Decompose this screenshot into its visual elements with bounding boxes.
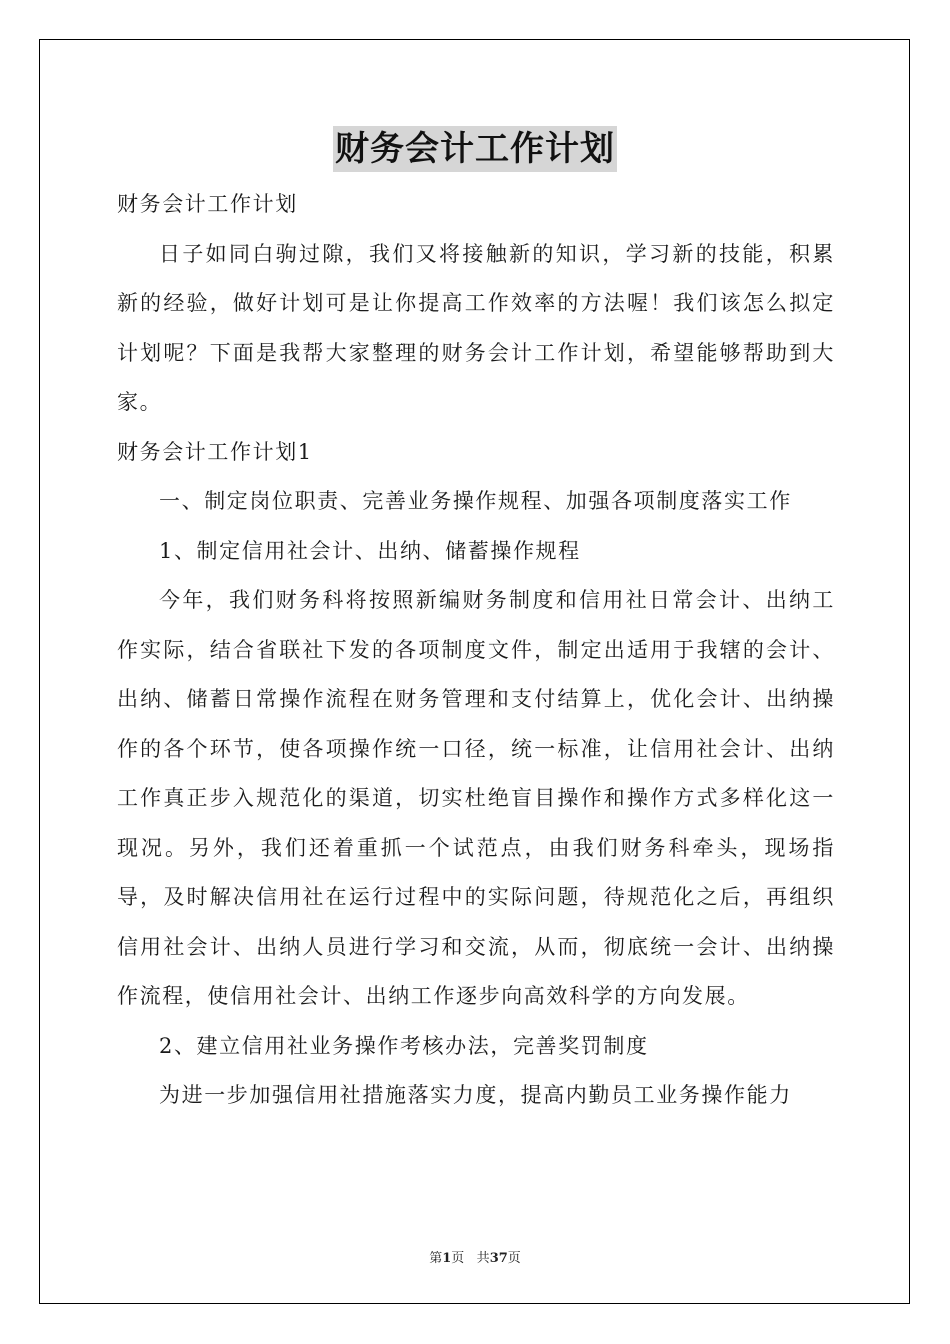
paragraph: 1、制定信用社会计、出纳、储蓄操作规程 [159, 538, 581, 563]
paragraph: 财务会计工作计划 [117, 192, 298, 216]
page-prefix: 第 [429, 1251, 443, 1266]
total-prefix: 共 [476, 1251, 490, 1266]
total-pages: 37 [489, 1251, 508, 1266]
paragraph: 为进一步加强信用社措施落实力度，提高内勤员工业务操作能力 [159, 1083, 792, 1107]
document-title: 财务会计工作计划 [333, 126, 617, 172]
paragraph: 日子如同白驹过隙，我们又将接触新的知识，学习新的技能，积累新的经验，做好计划可是让你提高工作效率的方法喔！我们该怎么拟定计划呢？下面是我帮大家整理的财务会计工作计划，希望能够帮助到大家。 [117, 241, 835, 414]
page-footer [0, 1247, 950, 1266]
section-heading: 财务会计工作计划1 [117, 439, 313, 464]
title-container [0, 126, 950, 172]
paragraph: 今年，我们财务科将按照新编财务制度和信用社日常会计、出纳工作实际，结合省联社下发的各项制度文件，制定出适用于我辖的会计、出纳、储蓄日常操作流程在财务管理和支付结算上，优化会计、出纳操作的各个环节，使各项操作统一口径，统一标准，让信用社会计、出纳工作真正步入规范化的渠道，切实杜绝盲目操作和操作方式多样化这一现况。另外，我们还着重抓一个试范点，由我们财务科牵头，现场指导，及时解决信用社在运行过程中的实际问题，待规范化之后，再组织信用社会计、出纳人员进行学习和交流，从而，彻底统一会计、出纳操作流程，使信用社会计、出纳工作逐步向高效科学的方向发展。 [117, 588, 835, 1008]
total-suffix: 页 [507, 1251, 521, 1266]
page-number: 1 [442, 1251, 452, 1266]
paragraph: 一、制定岗位职责、完善业务操作规程、加强各项制度落实工作 [159, 489, 792, 513]
document-body [117, 180, 835, 1121]
page-suffix: 页 [451, 1251, 465, 1266]
paragraph: 2、建立信用社业务操作考核办法，完善奖罚制度 [159, 1033, 649, 1058]
